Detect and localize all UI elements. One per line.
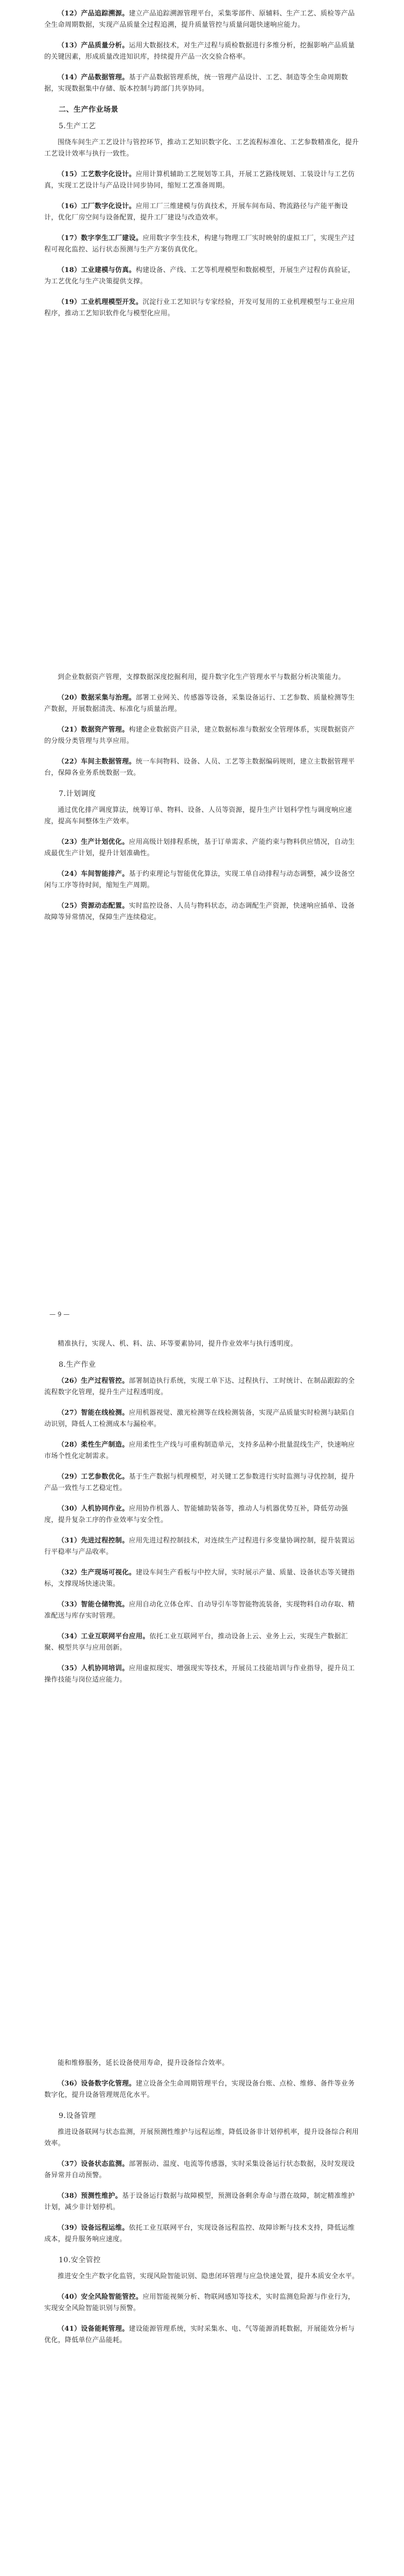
paragraph-lead: （26）生产过程管控。 [58, 1377, 129, 1385]
paragraph-text: 应用高级计划排程系统，基于订单需求、产能约束与物料供应情况，自动生成最优生产计划，提升计划准确性。 [44, 838, 355, 857]
body-paragraph [44, 1535, 360, 1558]
document-page [0, 1330, 404, 2049]
body-paragraph [44, 8, 360, 31]
paragraph-lead: （23）生产计划优化。 [58, 838, 129, 846]
body-paragraph [44, 1663, 360, 1686]
paragraph-lead: （27）智能在线检测。 [58, 1409, 129, 1417]
paragraph-lead: （17）数字孪生工厂建设。 [58, 234, 143, 242]
paragraph-text: 应用协作机器人、智能辅助装备等，推动人与机器优势互补，降低劳动强度，提升复杂工序的作业效率与安全性。 [44, 1505, 348, 1524]
paragraph-text: 应用智能视频分析、物联网感知等技术，实时监测危险源与作业行为，实现安全风险智能识别与预警。 [44, 2293, 355, 2312]
body-paragraph [44, 672, 360, 683]
paragraph-text: 应用柔性生产线与可重构制造单元，支持多品种小批量混线生产，快速响应市场个性化定制需求。 [44, 1441, 355, 1460]
paragraph-lead: （24）车间智能排产。 [58, 870, 129, 878]
paragraph-text: 应用计算机辅助工艺规划等工具，开展工艺路线规划、工装设计与工艺仿真，实现工艺设计与产品设计同步协同，缩短工艺准备周期。 [44, 171, 355, 190]
document-page [0, 2049, 404, 2576]
paragraph-text: 应用数字孪生技术，构建与物理工厂实时映射的虚拟工厂，实现生产过程可视化监控、运行状态预测与生产方案仿真优化。 [44, 234, 355, 253]
paragraph-lead: （37）设备状态监测。 [58, 2160, 129, 2168]
body-paragraph [44, 265, 360, 287]
paragraph-lead: （12）产品追踪溯源。 [58, 10, 129, 18]
paragraph-text: 能和维修服务，延长设备使用寿命，提升设备综合效率。 [58, 2059, 229, 2067]
paragraph-lead: （28）柔性生产制造。 [58, 1441, 129, 1449]
paragraph-text: 精准执行，实现人、机、料、法、环等要素协同，提升作业效率与执行透明度。 [58, 1340, 297, 1348]
section-heading: 10.安全管控 [59, 2256, 101, 2264]
body-paragraph [44, 901, 360, 923]
paragraph-text: 建设车间生产看板与中控大屏，实时展示产量、质量、设备状态等关键指标，支撑现场快速决策。 [44, 1569, 355, 1588]
paragraph-text: 基于设备运行数据与故障模型，预测设备剩余寿命与潜在故障，制定精准维护计划，减少非计划停机。 [44, 2192, 355, 2211]
page-number: — 9 — [49, 1311, 70, 1318]
paragraph-lead: （31）先进过程控制。 [58, 1537, 129, 1545]
body-paragraph [44, 297, 360, 319]
paragraph-text: 运用大数据技术，对生产过程与质检数据进行多维分析，挖掘影响产品质量的关键因素，形成质量改进知识库，持续提升产品一次交验合格率。 [44, 42, 355, 61]
paragraph-lead: （40）安全风险智能管控。 [58, 2293, 143, 2301]
body-paragraph [44, 1471, 360, 1494]
paragraph-lead: （34）工业互联网平台应用。 [58, 1633, 150, 1640]
body-paragraph [44, 692, 360, 715]
section-heading: 5.生产工艺 [59, 122, 96, 130]
paragraph-text: 部署制造执行系统，实现工单下达、过程执行、工时统计、在制品跟踪的全流程数字化管理，提升生产过程透明度。 [44, 1377, 355, 1396]
document-page [0, 664, 404, 1330]
body-paragraph [44, 1439, 360, 1462]
body-paragraph [44, 2324, 360, 2346]
body-paragraph [44, 2223, 360, 2245]
paragraph-text: 推进安全生产数字化监管，实现风险智能识别、隐患闭环管理与应急快速处置，提升本质安全水平。 [58, 2273, 359, 2280]
body-paragraph [44, 805, 360, 827]
paragraph-text: 应用自动化立体仓库、自动导引车等智能物流装备，实现物料自动存取、精准配送与库存实时管理。 [44, 1601, 355, 1620]
body-paragraph [44, 2058, 360, 2069]
paragraph-lead: （39）设备远程运维。 [58, 2224, 129, 2232]
paragraph-text: 到企业数据资产管理，支撑数据深度挖掘利用，提升数字化生产管理水平与数据分析决策能力。 [58, 673, 345, 681]
paragraph-lead: （33）智能仓储物流。 [58, 1601, 129, 1608]
paragraph-text: 部署振动、温度、电流等传感器，实时采集设备运行状态数据，及时发现设备异常并自动预警。 [44, 2160, 355, 2179]
paragraph-text: 建设能源管理系统，实时采集水、电、气等能源消耗数据，开展能效分析与优化，降低单位产品能耗。 [44, 2325, 355, 2344]
paragraph-text: 统一车间物料、设备、人员、工艺等主数据编码规则，建立主数据管理平台，保障各业务系统数据一致。 [44, 758, 355, 777]
paragraph-text: 围绕车间生产工艺设计与管控环节，推动工艺知识数字化、工艺流程标准化、工艺参数精准化，提升工艺设计效率与执行一致性。 [44, 139, 359, 158]
body-paragraph [44, 869, 360, 891]
paragraph-lead: （21）数据资产管理。 [58, 726, 129, 734]
body-paragraph [44, 1408, 360, 1430]
section-heading: 9.设备管理 [59, 2112, 96, 2120]
paragraph-text: 推进设备联网与状态监测，开展预测性维护与远程运维，降低设备非计划停机率，提升设备综合利用效率。 [44, 2128, 359, 2147]
section-heading: 8.生产作业 [59, 1361, 96, 1369]
paragraph-lead: （19）工业机理模型开发。 [58, 298, 143, 306]
paragraph-lead: （20）数据采集与治理。 [58, 694, 136, 702]
paragraph-lead: （38）预测性维护。 [58, 2192, 122, 2200]
body-paragraph [44, 1338, 360, 1350]
body-paragraph [44, 1599, 360, 1622]
paragraph-text: 应用工厂三维建模与仿真技术，开展车间布局、物流路径与产能平衡设计，优化厂房空间与设备配置，提升工厂建设与改造效率。 [44, 202, 348, 222]
body-paragraph [44, 2159, 360, 2181]
body-paragraph [44, 137, 360, 160]
paragraph-lead: （41）设备能耗管理。 [58, 2325, 129, 2333]
body-paragraph [44, 2127, 360, 2149]
paragraph-text: 建立设备全生命周期管理平台，实现设备台账、点检、维修、备件等业务数字化，提升设备管理规范化水平。 [44, 2080, 355, 2099]
section-heading: 7.计划调度 [59, 790, 96, 798]
body-paragraph [44, 201, 360, 224]
section-heading: 二、生产作业场景 [59, 106, 118, 114]
body-paragraph [44, 2271, 360, 2282]
body-paragraph [44, 1631, 360, 1654]
paragraph-text: 基于约束理论与智能优化算法，实现工单自动排程与动态调整，减少设备空闲与工序等待时间，缩短生产周期。 [44, 870, 355, 889]
document-page [0, 0, 404, 664]
paragraph-text: 构建企业数据资产目录，建立数据标准与数据安全管理体系，实现数据资产的分级分类管理与共享应用。 [44, 726, 355, 745]
body-paragraph [44, 72, 360, 95]
paragraph-text: 部署工业网关、传感器等设备，采集设备运行、工艺参数、质量检测等生产数据，开展数据清洗、标准化与质量治理。 [44, 694, 355, 713]
paragraph-text: 构建设备、产线、工艺等机理模型和数据模型，开展生产过程仿真验证，为工艺优化与生产决策提供支撑。 [44, 266, 355, 285]
paragraph-text: 基于产品数据管理系统，统一管理产品设计、工艺、制造等全生命周期数据，实现数据集中存储、版本控制与跨部门共享协同。 [44, 74, 348, 93]
paragraph-text: 应用虚拟现实、增强现实等技术，开展员工技能培训与作业指导，提升员工操作技能与岗位适应能力。 [44, 1665, 355, 1684]
paragraph-text: 沉淀行业工艺知识与专家经验，开发可复用的工业机理模型与工业应用程序，推动工艺知识软件化与模型化应用。 [44, 298, 355, 317]
paragraph-text: 通过优化排产调度算法，统筹订单、物料、设备、人员等资源，提升生产计划科学性与调度响应速度，提高车间整体生产效率。 [44, 806, 352, 825]
body-paragraph [44, 724, 360, 747]
body-paragraph [44, 169, 360, 192]
paragraph-text: 建立产品追踪溯源管理平台，采集零部件、原辅料、生产工艺、质检等产品全生命周期数据，实现产品质量全过程追溯，提升质量管控与质量问题快速响应能力。 [44, 10, 355, 29]
paragraph-lead: （13）产品质量分析。 [58, 42, 129, 49]
body-paragraph [44, 837, 360, 859]
paragraph-lead: （15）工艺数字化设计。 [58, 171, 136, 178]
paragraph-lead: （32）生产现场可视化。 [58, 1569, 136, 1577]
paragraph-text: 实时监控设备、人员与物料状态，动态调配生产资源，快速响应插单、设备故障等异常情况，保障生产连续稳定。 [44, 902, 355, 921]
paragraph-lead: （25）资源动态配置。 [58, 902, 129, 910]
paragraph-lead: （29）工艺参数优化。 [58, 1473, 129, 1481]
body-paragraph [44, 40, 360, 63]
paragraph-lead: （30）人机协同作业。 [58, 1505, 129, 1513]
body-paragraph [44, 2191, 360, 2213]
paragraph-lead: （14）产品数据管理。 [58, 74, 129, 81]
body-paragraph [44, 2078, 360, 2101]
paragraph-text: 应用先进过程控制技术，对连续生产过程进行多变量协调控制，提升装置运行平稳率与产品收率。 [44, 1537, 355, 1556]
body-paragraph [44, 1567, 360, 1590]
paragraph-text: 依托工业互联网平台，推动设备上云、业务上云，实现生产数据汇聚、模型共享与应用创新。 [44, 1633, 348, 1652]
body-paragraph [44, 756, 360, 779]
paragraph-lead: （36）设备数字化管理。 [58, 2080, 136, 2088]
paragraph-lead: （16）工厂数字化设计。 [58, 202, 136, 210]
paragraph-lead: （18）工业建模与仿真。 [58, 266, 136, 274]
paragraph-text: 应用机器视觉、激光检测等在线检测装备，实现产品质量实时检测与缺陷自动识别，降低人工检测成本与漏检率。 [44, 1409, 355, 1428]
body-paragraph [44, 233, 360, 256]
paragraph-text: 基于生产数据与机理模型，对关键工艺参数进行实时监测与寻优控制，提升产品一致性与工艺稳定性。 [44, 1473, 355, 1492]
paragraph-text: 依托工业互联网平台，实现设备远程监控、故障诊断与技术支持，降低运维成本，提升服务响应速度。 [44, 2224, 355, 2243]
paragraph-lead: （22）车间主数据管理。 [58, 758, 136, 766]
body-paragraph [44, 2292, 360, 2314]
body-paragraph [44, 1503, 360, 1526]
paragraph-lead: （35）人机协同培训。 [58, 1665, 129, 1672]
body-paragraph [44, 1376, 360, 1398]
